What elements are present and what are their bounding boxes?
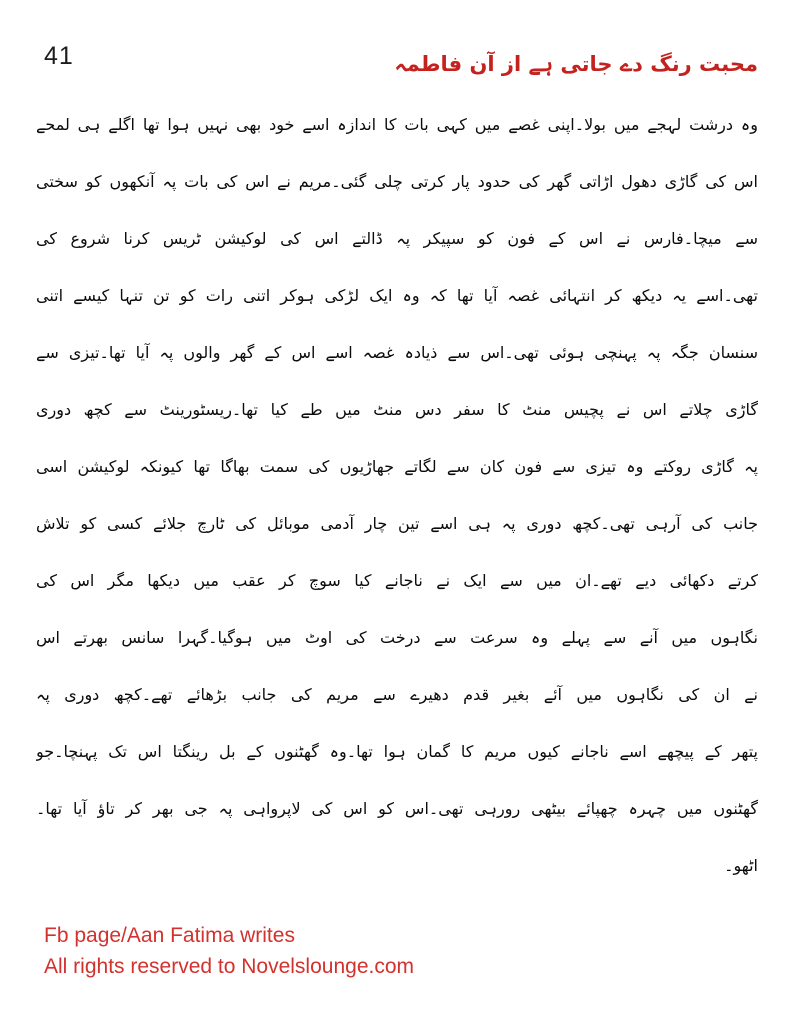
page-number: 41: [44, 42, 74, 70]
text-line: تھی۔اسے یہ دیکھ کر انتہائی غصہ آیا تھا کہ وہ ایک لڑکی ہوکر اتنی رات کو تن تنہا کیسے اتنی: [36, 286, 758, 305]
footer-rights-line: All rights reserved to Novelslounge.com: [44, 955, 415, 978]
text-line: پتھر کے پیچھے اسے ناجانے کیوں مریم کا گمان ہوا تھا۔وہ گھٹنوں کے بل رینگتا اس تک پہنچا۔جو: [36, 742, 758, 761]
text-line: گھٹنوں میں چہرہ چھپائے بیٹھی رورہی تھی۔اس کو اس کی لاپرواہی پہ جی بھر کر تاؤ آیا تھا۔: [36, 799, 758, 818]
footer-credits: [44, 920, 414, 982]
body-text: [36, 96, 758, 894]
text-line: اس کی گاڑی دھول اڑاتی گھر کی حدود پار کرتی چلی گئی۔مریم نے اس کی بات پہ آنکھوں کو سختی: [36, 172, 758, 191]
text-line: نگاہوں میں آنے سے پہلے وہ سرعت سے درخت کی اوٹ میں ہوگیا۔گہرا سانس بھرتے اس: [36, 628, 758, 647]
footer-fb-page-line: Fb page/Aan Fatima writes: [44, 924, 295, 947]
text-line: گاڑی چلاتے اس نے پچیس منٹ کا سفر دس منٹ میں طے کیا تھا۔ریسٹورینٹ سے کچھ دوری: [36, 400, 758, 419]
text-line: نے ان کی نگاہوں میں آئے بغیر قدم دھیرے سے مریم کی جانب بڑھائے تھے۔کچھ دوری پہ: [36, 685, 758, 704]
text-line-dialogue: اٹھو۔: [724, 856, 758, 875]
text-line: سے میچا۔فارس نے اس کے فون کو سپیکر پہ ڈالتے اس کی لوکیشن ٹریس کرنا شروع کی: [36, 229, 758, 248]
text-line: وہ درشت لہجے میں بولا۔اپنی غصے میں کہی بات کا اندازہ اسے خود بھی نہیں ہوا تھا اگلے ہی لمحے: [36, 115, 758, 134]
text-line: جانب کی آرہی تھی۔کچھ دوری پہ ہی اسے تین چار آدمی موبائل کی ٹارچ جلائے کسی کو تلاش: [36, 514, 758, 533]
text-line: سنسان جگہ پہ پہنچی ہوئی تھی۔اس سے ذیادہ غصہ اسے اس کے گھر والوں پہ آیا تھا۔تیزی سے: [36, 343, 758, 362]
book-title-header: محبت رنگ دے جاتی ہے از آن فاطمہ: [394, 52, 758, 76]
text-line: کرتے دکھائی دیے تھے۔ان میں سے ایک نے ناجانے کیا سوچ کر عقب میں دیکھا مگر اس کی: [36, 571, 758, 590]
text-line: پہ گاڑی روکتے وہ تیزی سے فون کان سے لگاتے جھاڑیوں کی سمت بھاگا تھا کیونکہ لوکیشن اسی: [36, 457, 758, 476]
